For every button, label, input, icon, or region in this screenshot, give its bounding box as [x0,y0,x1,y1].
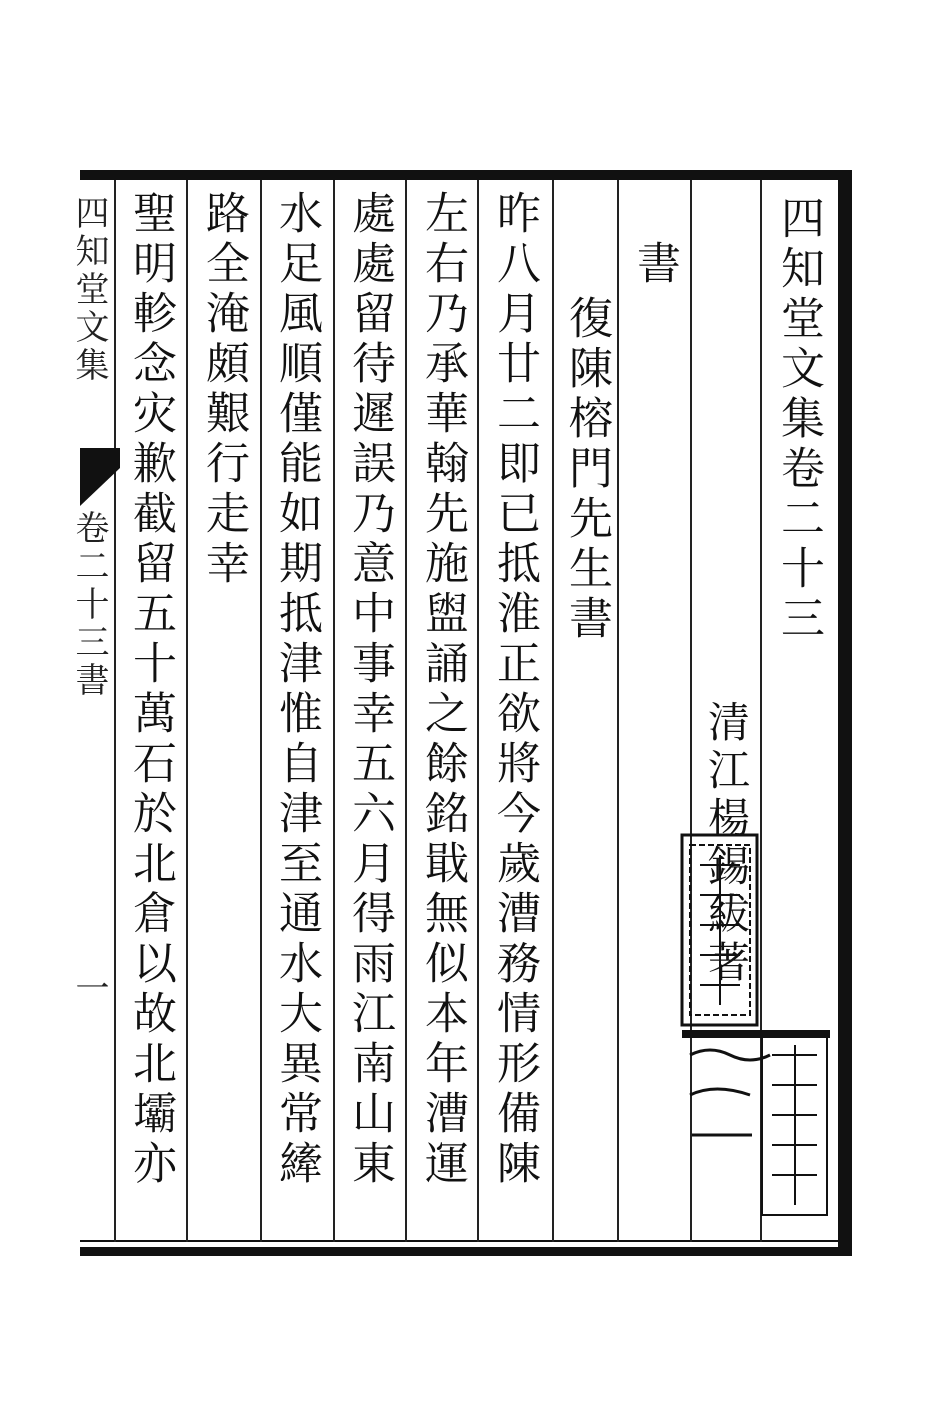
author-line: 清江楊錫紱著 [702,700,751,988]
column-rule [477,180,479,1242]
text-column-5: 路全淹頗艱行走幸 [198,190,249,590]
column-rule [260,180,262,1242]
text-column-2: 左右乃承華翰先施盥誦之餘銘戢無似本年漕運 [417,190,468,1190]
text-column-1: 昨八月廿二即已抵淮正欲將今歲漕務情形備陳 [489,190,540,1190]
column-rule [405,180,407,1242]
page-border-top [80,170,852,180]
book-title: 四知堂文集卷二十三 [773,195,824,645]
text-column-6: 聖明軫念灾歉截留五十萬石於北倉以故北壩亦 [125,190,176,1190]
fish-tail-mark [80,448,120,506]
margin-volume-label: 卷二十三書 [69,510,109,700]
page-border-bottom [80,1247,852,1256]
column-rule [114,180,116,1242]
page-border-right [838,170,852,1256]
text-column-4: 水足風順僅能如期抵津惟自津至通水大異常縴 [271,190,322,1190]
collector-seals [680,825,830,1245]
page-number: 一 [69,970,109,1008]
column-rule [333,180,335,1242]
letter-title: 復陳榕門先生書 [561,295,612,645]
column-rule [186,180,188,1242]
section-heading: 書 [629,240,680,290]
text-column-3: 處處留待遲誤乃意中事幸五六月得雨江南山東 [344,190,395,1190]
margin-book-title: 四知堂文集 [69,195,109,385]
column-rule [552,180,554,1242]
column-rule [617,180,619,1242]
